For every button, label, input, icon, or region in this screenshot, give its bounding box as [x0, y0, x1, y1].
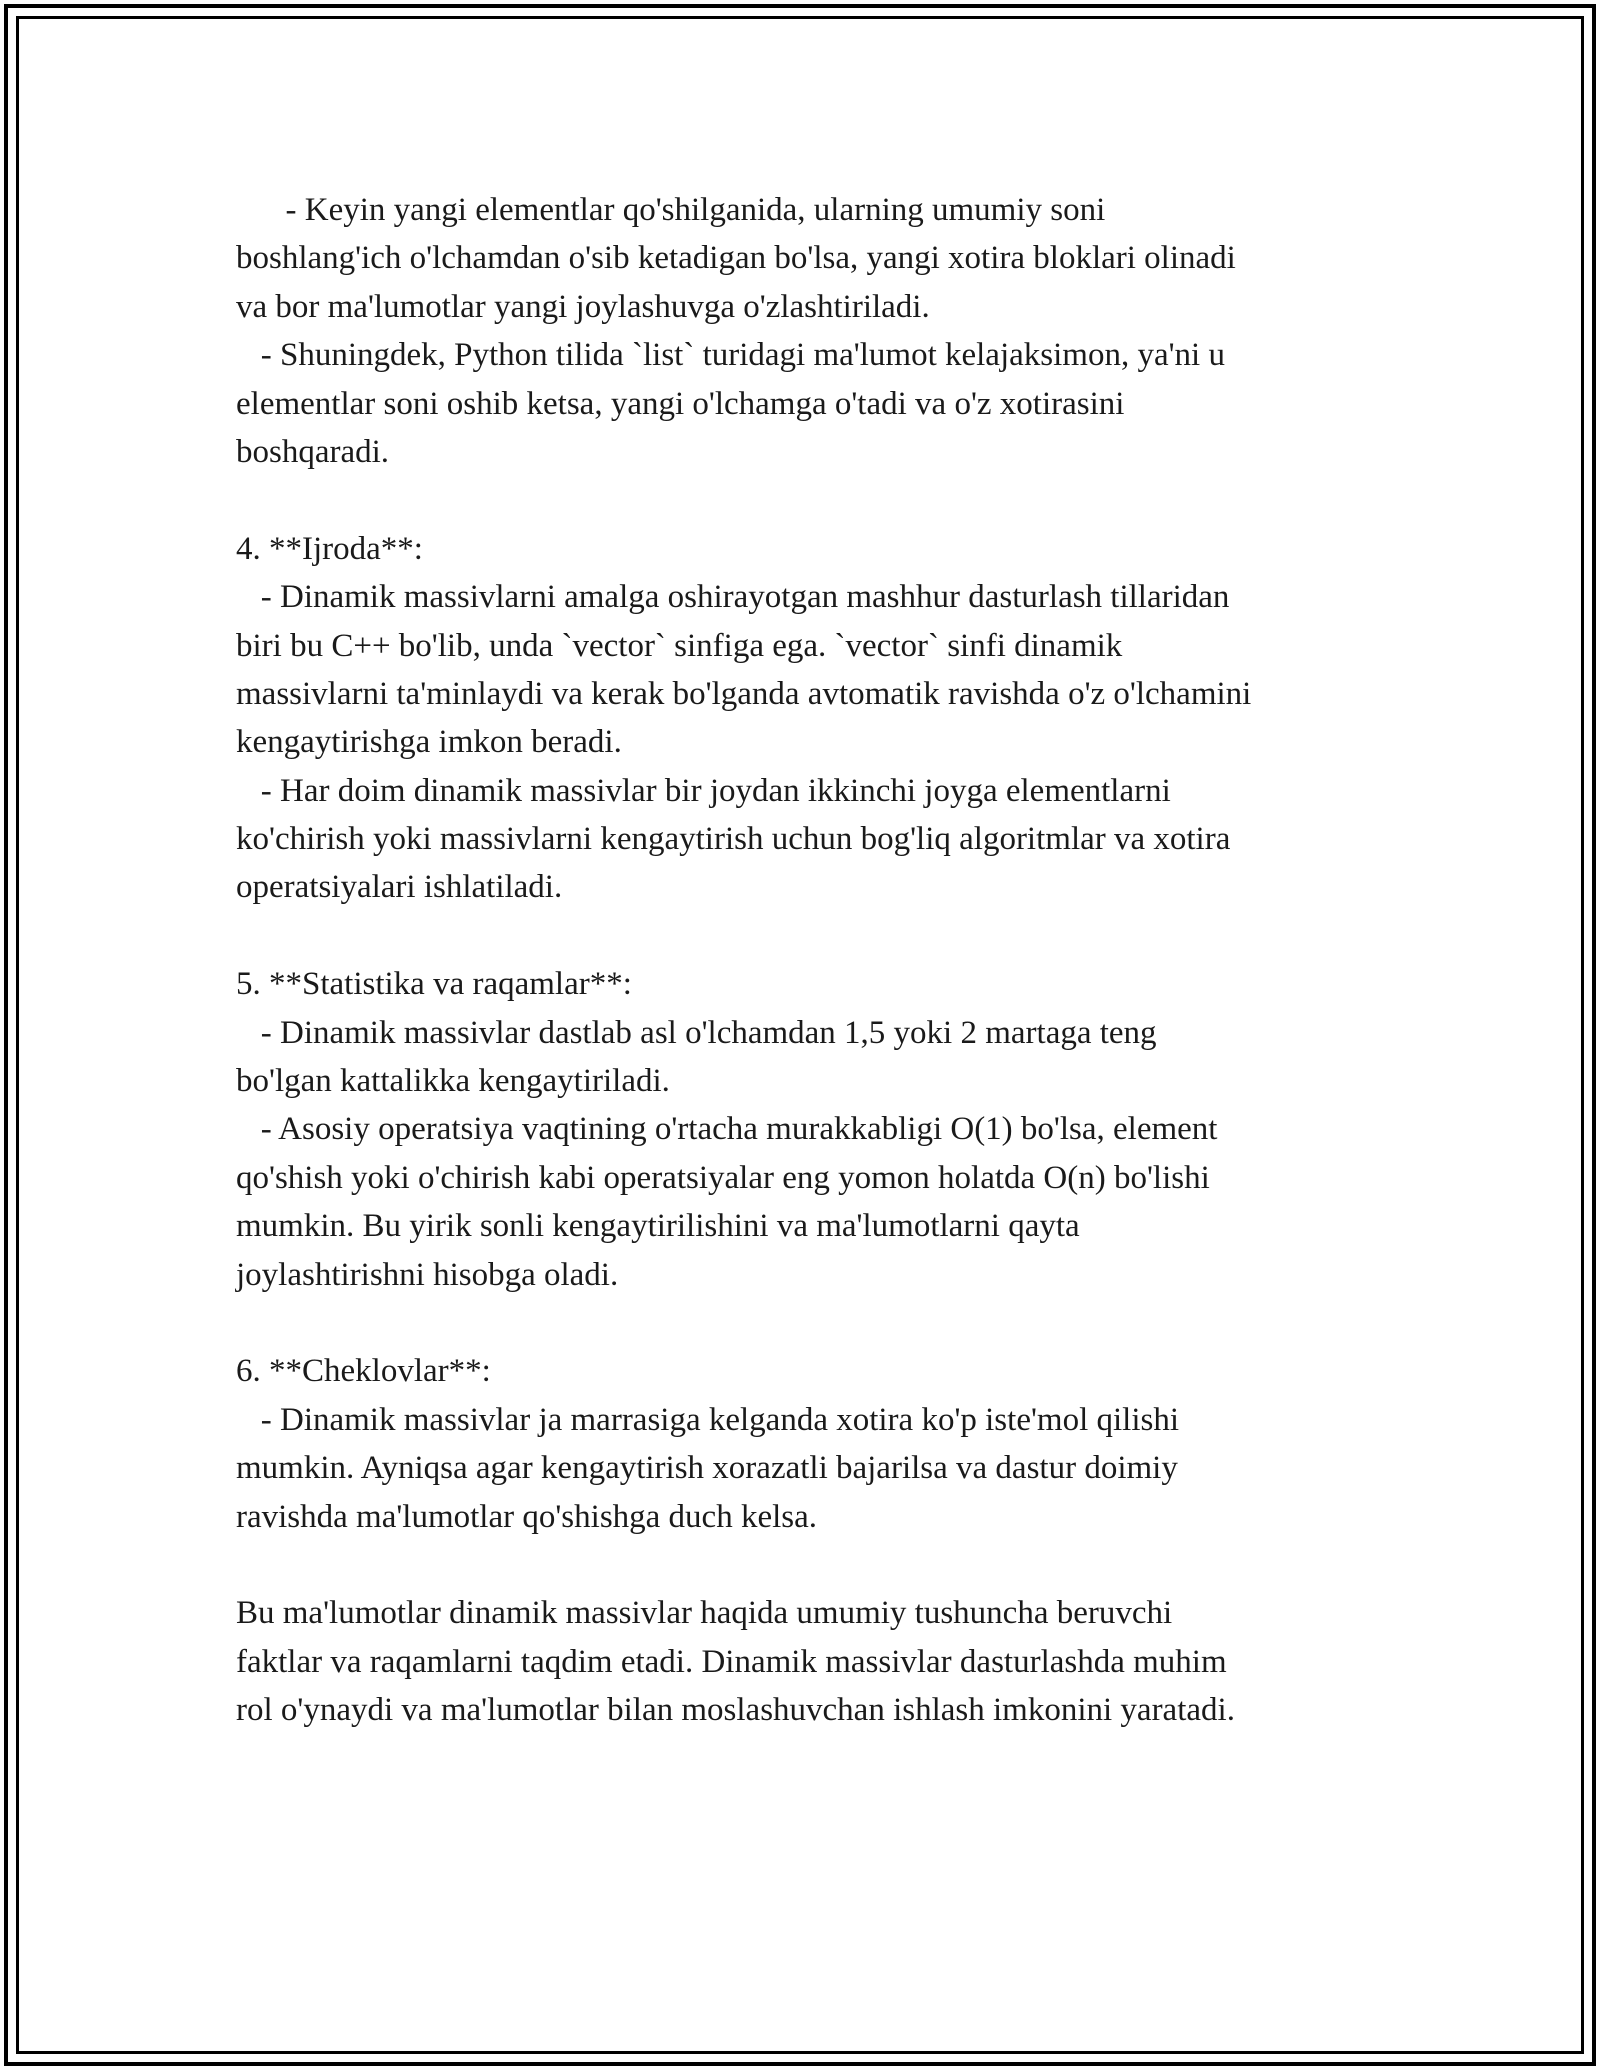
blank-line: [236, 1299, 1396, 1347]
text-line: ravishda ma'lumotlar qo'shishga duch kelsa.: [236, 1498, 818, 1535]
text-line: boshqaradi.: [236, 433, 390, 470]
section-heading: 6. **Cheklovlar**:: [236, 1353, 491, 1390]
text-line: - Asosiy operatsiya vaqtining o'rtacha murakkabligi O(1) bo'lsa, element: [236, 1111, 1218, 1148]
text-line: qo'shish yoki o'chirish kabi operatsiyalar eng yomon holatda O(n) bo'lishi: [236, 1159, 1210, 1196]
text-line: kengaytirishga imkon beradi.: [236, 724, 622, 761]
text-line: boshlang'ich o'lchamdan o'sib ketadigan bo'lsa, yangi xotira bloklari olinadi: [236, 240, 1236, 277]
text-line: - Dinamik massivlarni amalga oshirayotgan mashhur dasturlash tillaridan: [236, 579, 1230, 616]
text-line: bo'lgan kattalikka kengaytiriladi.: [236, 1063, 670, 1100]
text-line: joylashtirishni hisobga oladi.: [236, 1256, 619, 1293]
blank-line: [236, 1541, 1396, 1589]
document-body: [236, 186, 1396, 1735]
text-line: operatsiyalari ishlatiladi.: [236, 869, 563, 906]
text-line: massivlarni ta'minlaydi va kerak bo'lganda avtomatik ravishda o'z o'lchamini: [236, 675, 1252, 712]
text-line: - Har doim dinamik massivlar bir joydan ikkinchi joyga elementlarni: [236, 772, 1171, 809]
blank-line: [236, 476, 1396, 524]
section-heading: 5. **Statistika va raqamlar**:: [236, 966, 632, 1003]
text-line: - Dinamik massivlar dastlab asl o'lchamdan 1,5 yoki 2 martaga teng: [236, 1014, 1157, 1051]
text-line: - Keyin yangi elementlar qo'shilganida, ularning umumiy soni: [236, 192, 1106, 228]
text-line: biri bu C++ bo'lib, unda `vector` sinfiga ega. `vector` sinfi dinamik: [236, 627, 1123, 664]
text-line: mumkin. Ayniqsa agar kengaytirish xorazatli bajarilsa va dastur doimiy: [236, 1450, 1178, 1487]
text-line: - Shuningdek, Python tilida `list` turidagi ma'lumot kelajaksimon, ya'ni u: [236, 337, 1225, 374]
text-line: va bor ma'lumotlar yangi joylashuvga o'zlashtiriladi.: [236, 288, 930, 325]
text-line: elementlar soni oshib ketsa, yangi o'lchamga o'tadi va o'z xotirasini: [236, 385, 1125, 422]
text-line: mumkin. Bu yirik sonli kengaytirilishini va ma'lumotlarni qayta: [236, 1208, 1080, 1245]
text-line: - Dinamik massivlar ja marrasiga kelganda xotira ko'p iste'mol qilishi: [236, 1401, 1180, 1438]
blank-line: [236, 912, 1396, 960]
section-heading: 4. **Ijroda**:: [236, 530, 423, 567]
conclusion-line: rol o'ynaydi va ma'lumotlar bilan moslashuvchan ishlash imkonini yaratadi.: [236, 1692, 1235, 1729]
text-line: ko'chirish yoki massivlarni kengaytirish uchun bog'liq algoritmlar va xotira: [236, 821, 1231, 858]
conclusion-line: faktlar va raqamlarni taqdim etadi. Dinamik massivlar dasturlashda muhim: [236, 1643, 1227, 1680]
conclusion-line: Bu ma'lumotlar dinamik massivlar haqida umumiy tushuncha beruvchi: [236, 1595, 1173, 1632]
